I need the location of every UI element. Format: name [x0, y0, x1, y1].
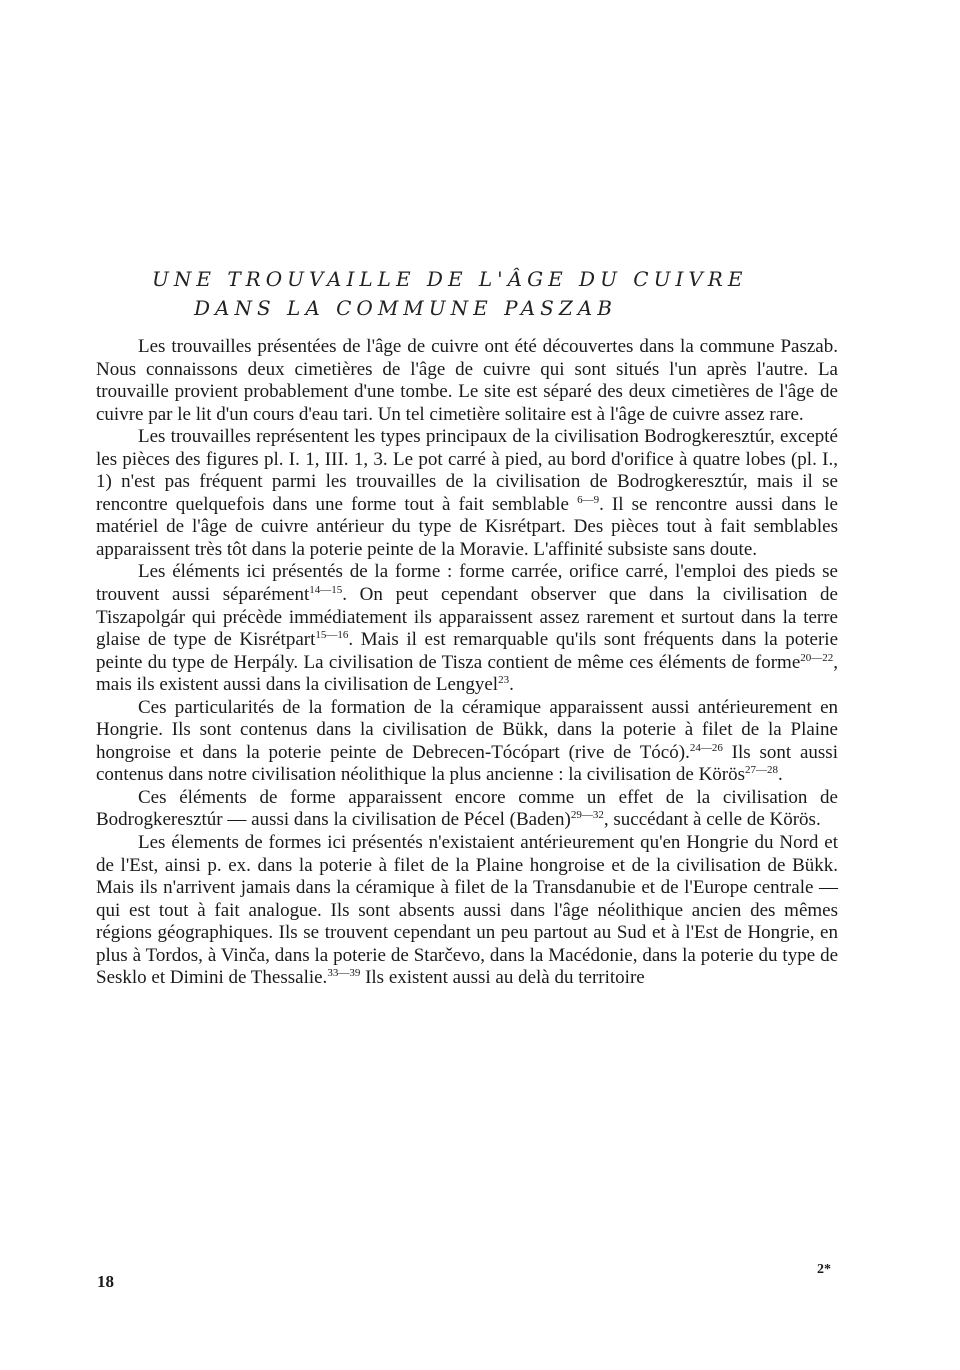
paragraph — [96, 697, 838, 787]
paragraph-text: Ils existent aussi au delà du territoire — [360, 967, 645, 989]
paragraph-text: . Il se rencontre aussi dans le matériel de l'âge de cuivre antérieur du type de Kisrétpart. Des pièces tout à fait semblables apparaissent très tôt dans la poterie peinte de la Moravie. L'affinité subsiste sans doute. — [96, 493, 838, 560]
paragraph — [96, 561, 838, 696]
paragraph-text: Les trouvailles représentent les types principaux de la civilisation Bodrogkeresztúr, excepté les pièces des figures pl. I. 1, III. 1, 3. Le pot carré à pied, au bord d'orifice à quatre lobes (pl. I., 1) n'est pas fréquent parmi les trouvailles de la civilisation de Bodrogkeresztúr, mais il se rencontre quelquefois dans une forme tout à fait semblable — [96, 426, 838, 515]
paragraph — [96, 787, 838, 832]
paragraph-text: Les élements de formes ici présentés n'existaient antérieurement qu'en Hongrie du Nord et de l'Est, ainsi p. ex. dans la poterie à filet de la Plaine hongroise et de la civilisation de Bükk. Mais ils n'arrivent jamais dans la céramique à filet de la Transdanubie et de l'Europe centrale — qui est tout à fait analogue. Ils sont absents aussi dans l'âge néolithique ancien des mêmes régions géographiques. Ils se trouvent cependant un peu partout au Sud et à l'Est de Hongrie, en plus à Tordos, à Vinča, dans la poterie de Starčevo, dans la Macédonie, dans la poterie du type de Sesklo et Dimini de Thessalie. — [96, 832, 838, 989]
footnote-ref: 14—15 — [309, 584, 343, 597]
page-number: 18 — [97, 1272, 114, 1291]
paragraph-text: Ces éléments de forme apparaissent encore comme un effet de la civilisation de Bodrogkeresztúr — aussi dans la civilisation de Pécel (Baden) — [96, 786, 838, 831]
paragraph-text: Les éléments ici présentés de la forme : forme carrée, orifice carré, l'emploi des pieds se trouvent aussi séparément — [96, 561, 838, 606]
paragraph-text: . — [778, 764, 783, 786]
paragraph-text: Ils sont aussi contenus dans notre civilisation néolithique la plus ancienne : la civilisation de Körös — [96, 741, 838, 786]
paragraph — [96, 832, 838, 990]
footnote-ref: 29—32 — [570, 809, 604, 822]
paragraph-text: . On peut cependant observer que dans la civilisation de Tiszapolgár qui précède immédiatement ils apparaissent assez rarement et surtout dans la terre glaise de type de Kisrétpart — [96, 584, 838, 651]
title-line-2: DANS LA COMMUNE PASZAB — [194, 296, 617, 320]
footnote-ref: 6—9 — [577, 493, 600, 506]
footnote-ref: 24—26 — [689, 741, 723, 754]
footnote-ref: 33—39 — [327, 967, 361, 980]
paragraph — [96, 336, 838, 426]
paragraph-text: Ces particularités de la formation de la céramique apparaissent aussi antérieurement en Hongrie. Ils sont contenus dans la civilisation de Bükk, dans la poterie à filet de la Plaine hongroise et dans la poterie peinte de Debrecen-Tócópart (rive de Tócó). — [96, 696, 838, 763]
paragraph-text: , mais ils existent aussi dans la civilisation de Lengyel — [96, 651, 838, 696]
footnote-ref: 27—28 — [745, 764, 779, 777]
footnote-ref: 23 — [498, 674, 510, 687]
footnote-ref: 20—22 — [800, 651, 834, 664]
paragraph-text: . — [509, 674, 514, 696]
article-body — [96, 336, 838, 990]
footnote-ref: 15—16 — [315, 629, 349, 642]
article-title — [152, 265, 832, 323]
printer-signature: 2* — [817, 1262, 831, 1277]
paragraph-text: . Mais il est remarquable qu'ils sont fréquents dans la poterie peinte du type de Herpály. La civilisation de Tisza contient de même ces éléments de forme — [96, 629, 839, 673]
paragraph — [96, 426, 838, 561]
paragraph-text: Les trouvailles présentées de l'âge de cuivre ont été découvertes dans la commune Paszab. Nous connaissons deux cimetières de l'âge de cuivre qui sont situés l'un après l'autre. La trouvaille provient probablement d'une tombe. Le site est séparé des deux cimetières de l'âge de cuivre par le lit d'un cours d'eau tari. Un tel cimetière solitaire est à l'âge de cuivre assez rare. — [96, 336, 838, 425]
paragraph-text: , succédant à celle de Körös. — [603, 809, 821, 831]
title-line-1: UNE TROUVAILLE DE L'ÂGE DU CUIVRE — [152, 267, 748, 291]
